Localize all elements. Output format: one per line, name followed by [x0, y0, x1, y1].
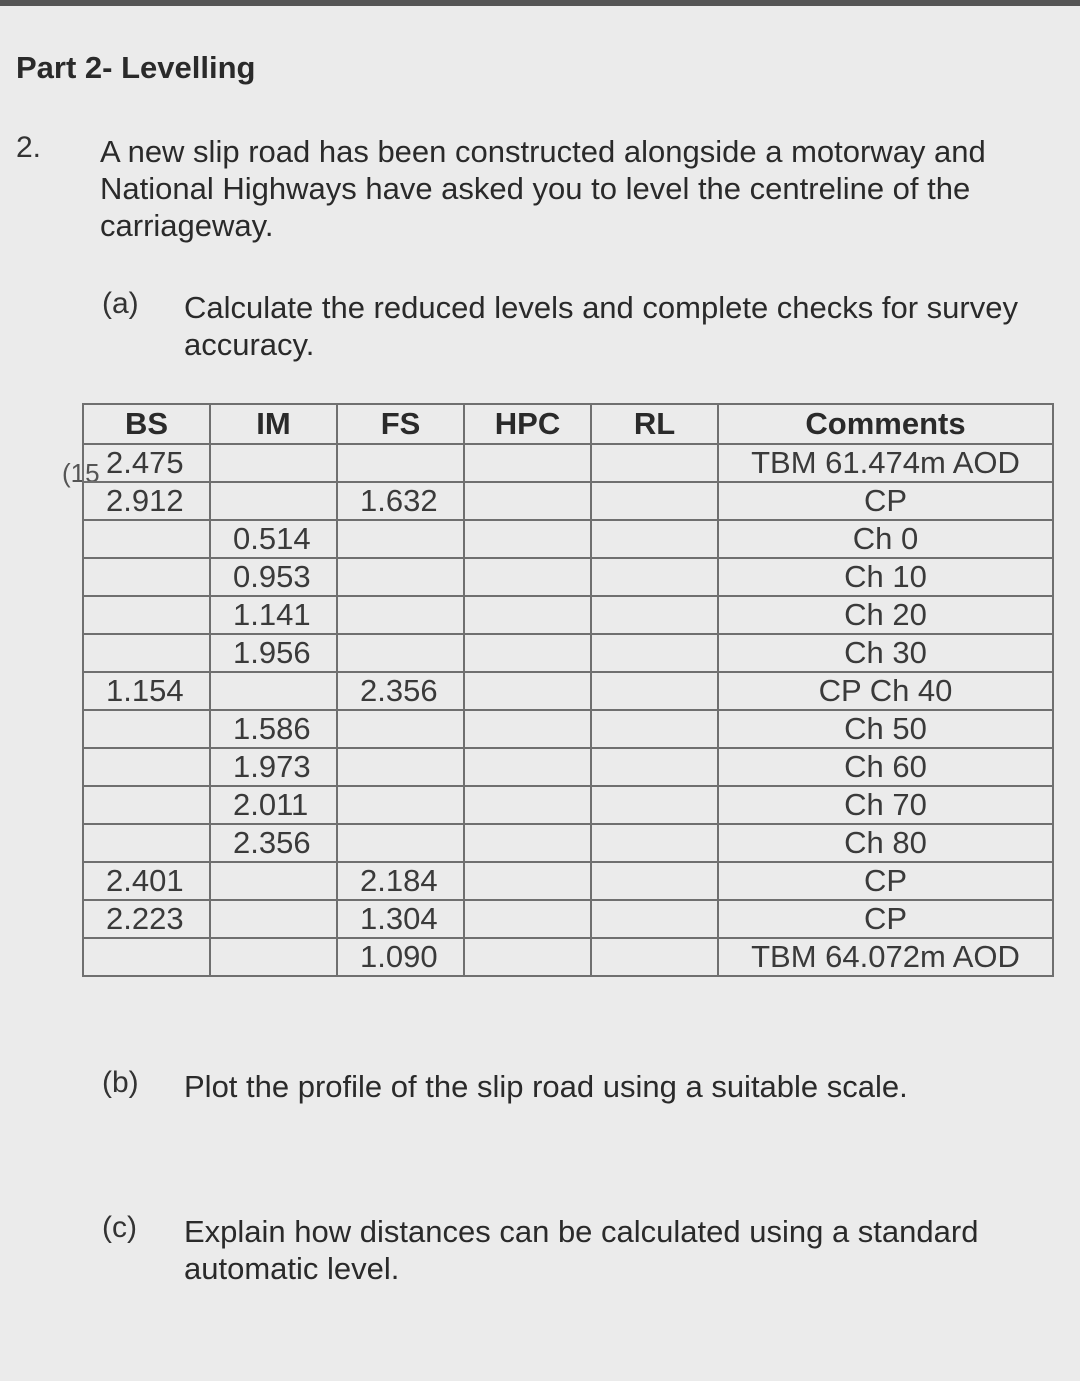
cell-fs — [337, 710, 464, 748]
cell-comment: CP — [718, 482, 1053, 520]
table-row — [83, 748, 1053, 786]
cell-comment: CP Ch 40 — [718, 672, 1053, 710]
part-b-label: (b) — [102, 1066, 139, 1099]
header-comments: Comments — [718, 404, 1053, 444]
cell-hpc — [464, 710, 591, 748]
cell-rl — [591, 596, 718, 634]
cell-hpc — [464, 672, 591, 710]
cell-fs: 1.304 — [337, 900, 464, 938]
cell-hpc — [464, 900, 591, 938]
table-row — [83, 444, 1053, 482]
cell-hpc — [464, 558, 591, 596]
cell-rl — [591, 672, 718, 710]
table-row — [83, 558, 1053, 596]
cell-fs — [337, 520, 464, 558]
cell-comment: Ch 80 — [718, 824, 1053, 862]
part-b-text: Plot the profile of the slip road using a suitable scale. — [184, 1069, 908, 1104]
cell-comment: Ch 60 — [718, 748, 1053, 786]
header-hpc: HPC — [464, 404, 591, 444]
cell-fs — [337, 824, 464, 862]
cell-comment: TBM 64.072m AOD — [718, 938, 1053, 976]
cell-comment: Ch 50 — [718, 710, 1053, 748]
cell-rl — [591, 634, 718, 672]
cell-bs: 2.912 — [83, 482, 210, 520]
cell-im: 1.973 — [210, 748, 337, 786]
cell-hpc — [464, 786, 591, 824]
cell-hpc — [464, 520, 591, 558]
table-row — [83, 482, 1053, 520]
cell-comment: Ch 30 — [718, 634, 1053, 672]
cell-bs: 2.223 — [83, 900, 210, 938]
header-bs: BS — [83, 404, 210, 444]
cell-comment: Ch 20 — [718, 596, 1053, 634]
cell-im — [210, 862, 337, 900]
cell-im: 0.514 — [210, 520, 337, 558]
cell-fs: 1.090 — [337, 938, 464, 976]
cell-hpc — [464, 444, 591, 482]
cell-im: 1.586 — [210, 710, 337, 748]
cell-bs — [83, 786, 210, 824]
levelling-table-container — [82, 403, 1052, 977]
header-rl: RL — [591, 404, 718, 444]
table-row — [83, 900, 1053, 938]
cell-hpc — [464, 748, 591, 786]
cell-im — [210, 938, 337, 976]
table-header-row — [83, 404, 1053, 444]
cell-bs: 1.154 — [83, 672, 210, 710]
cell-im: 0.953 — [210, 558, 337, 596]
cell-fs — [337, 786, 464, 824]
part-c-label: (c) — [102, 1211, 137, 1244]
cell-rl — [591, 482, 718, 520]
cell-bs — [83, 634, 210, 672]
cell-im: 2.011 — [210, 786, 337, 824]
cell-rl — [591, 748, 718, 786]
cell-bs: 2.475 — [83, 444, 210, 482]
cell-rl — [591, 862, 718, 900]
margin-note: (15 — [62, 458, 100, 488]
cell-hpc — [464, 482, 591, 520]
cell-rl — [591, 710, 718, 748]
cell-hpc — [464, 862, 591, 900]
table-row — [83, 672, 1053, 710]
table-row — [83, 786, 1053, 824]
header-fs: FS — [337, 404, 464, 444]
cell-comment: CP — [718, 900, 1053, 938]
cell-bs — [83, 748, 210, 786]
cell-hpc — [464, 824, 591, 862]
cell-fs — [337, 444, 464, 482]
cell-fs: 1.632 — [337, 482, 464, 520]
table-row — [83, 824, 1053, 862]
part-a-text: Calculate the reduced levels and complete checks for survey accuracy. — [184, 290, 1018, 362]
cell-comment: TBM 61.474m AOD — [718, 444, 1053, 482]
cell-fs — [337, 634, 464, 672]
cell-rl — [591, 786, 718, 824]
cell-rl — [591, 520, 718, 558]
table-row — [83, 520, 1053, 558]
cell-bs — [83, 824, 210, 862]
cell-comment: CP — [718, 862, 1053, 900]
table-row — [83, 634, 1053, 672]
cell-hpc — [464, 938, 591, 976]
cell-im: 1.956 — [210, 634, 337, 672]
cell-bs — [83, 520, 210, 558]
table-row — [83, 938, 1053, 976]
cell-im: 2.356 — [210, 824, 337, 862]
levelling-table — [82, 403, 1054, 977]
part-a-label: (a) — [102, 287, 139, 320]
cell-fs — [337, 558, 464, 596]
cell-fs — [337, 596, 464, 634]
cell-im: 1.141 — [210, 596, 337, 634]
cell-hpc — [464, 634, 591, 672]
table-row — [83, 862, 1053, 900]
cell-fs: 2.184 — [337, 862, 464, 900]
cell-rl — [591, 558, 718, 596]
cell-bs: 2.401 — [83, 862, 210, 900]
cell-im — [210, 444, 337, 482]
cell-hpc — [464, 596, 591, 634]
top-border — [0, 0, 1080, 6]
cell-im — [210, 672, 337, 710]
page-title: Part 2- Levelling — [16, 50, 256, 85]
table-body — [83, 444, 1053, 976]
cell-bs — [83, 710, 210, 748]
table-row — [83, 596, 1053, 634]
part-c-text: Explain how distances can be calculated using a standard automatic level. — [184, 1214, 979, 1286]
cell-comment: Ch 0 — [718, 520, 1053, 558]
cell-bs — [83, 558, 210, 596]
cell-fs — [337, 748, 464, 786]
cell-rl — [591, 938, 718, 976]
cell-rl — [591, 824, 718, 862]
cell-comment: Ch 10 — [718, 558, 1053, 596]
cell-rl — [591, 444, 718, 482]
cell-fs: 2.356 — [337, 672, 464, 710]
table-row — [83, 710, 1053, 748]
cell-im — [210, 482, 337, 520]
cell-bs — [83, 596, 210, 634]
cell-rl — [591, 900, 718, 938]
cell-im — [210, 900, 337, 938]
cell-bs — [83, 938, 210, 976]
question-number: 2. — [16, 131, 42, 164]
header-im: IM — [210, 404, 337, 444]
question-text: A new slip road has been constructed alongside a motorway and National Highways have asked you to level the centreline of the carriageway. — [100, 134, 986, 243]
cell-comment: Ch 70 — [718, 786, 1053, 824]
